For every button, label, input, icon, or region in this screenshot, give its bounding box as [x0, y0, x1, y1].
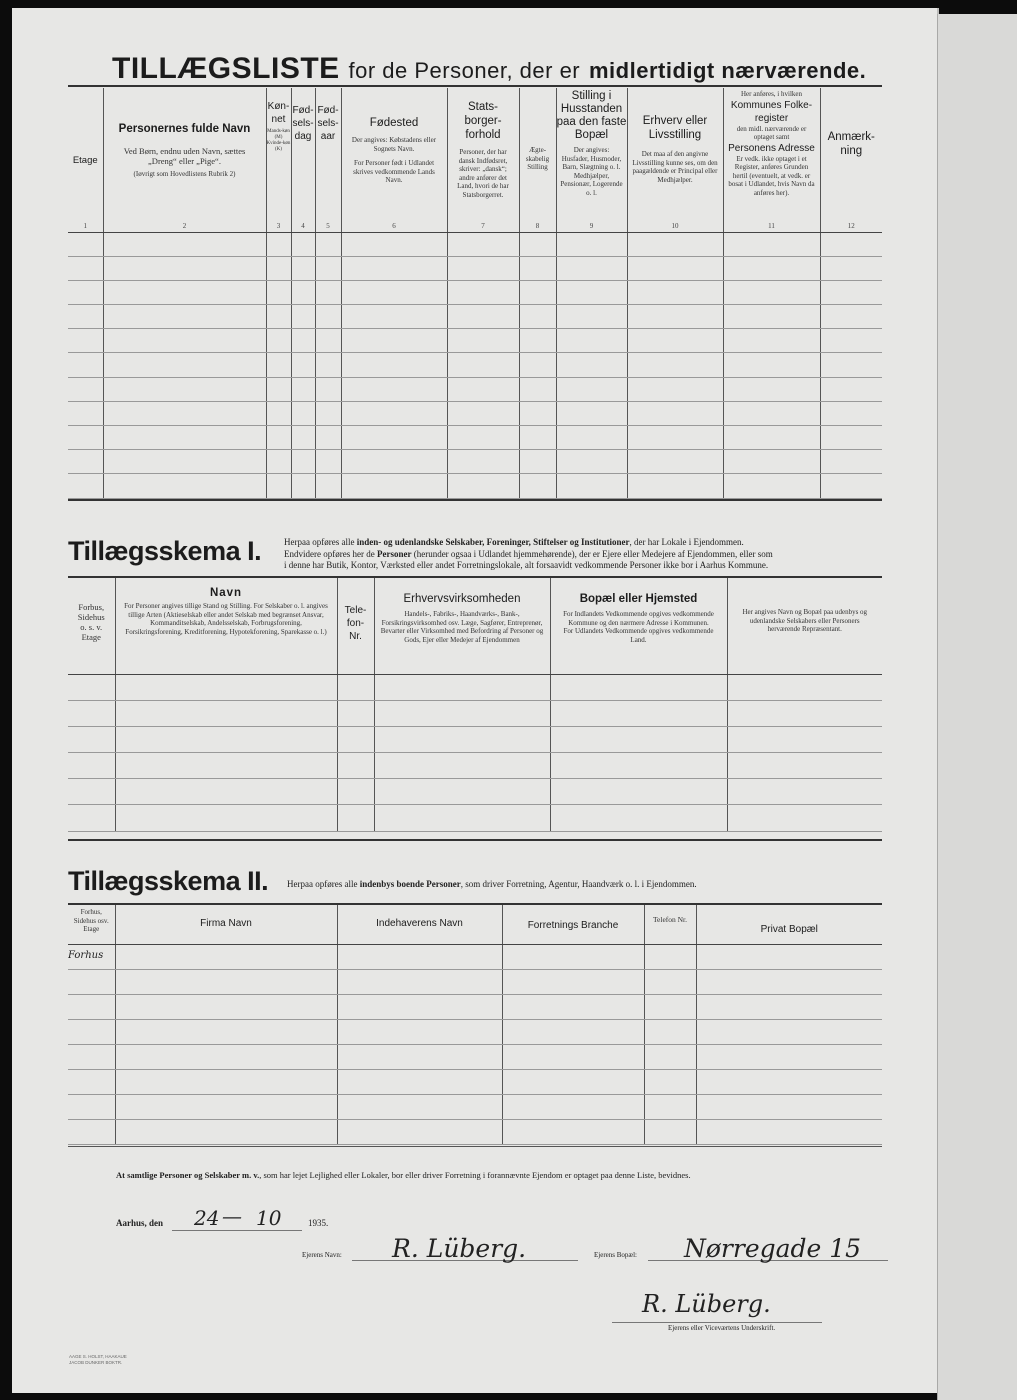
skema2-cell [696, 1044, 882, 1069]
main-list-row [68, 280, 882, 304]
skema2-cell [696, 994, 882, 1019]
col-anmaerkning: Anmærk-ning 12 [820, 88, 882, 232]
main-list-cell [266, 305, 291, 329]
main-list-cell [723, 256, 820, 280]
main-list-cell [103, 329, 266, 353]
col-statsborger: Stats-borger-forhold Personer, der har dansk Indfødsret, skriver: „dansk“; andre anfører det Land, hvori de har Statsborgerret. 7 [447, 88, 519, 232]
main-list-cell [341, 256, 447, 280]
skema2-cell [644, 1044, 696, 1069]
s2-col-etage: Forhus, Sidehus osv. Etage [68, 905, 115, 944]
skema2-cell [337, 969, 502, 994]
main-list-cell [627, 305, 723, 329]
main-list-cell [627, 401, 723, 425]
skema2-row [68, 969, 882, 994]
main-list-cell [103, 377, 266, 401]
skema2-cell [115, 1019, 337, 1044]
skema2-cell [337, 1094, 502, 1119]
main-list-cell [315, 256, 341, 280]
main-list-cell [68, 256, 103, 280]
main-list-cell [266, 450, 291, 474]
skema2-cell [115, 994, 337, 1019]
main-list-cell [315, 353, 341, 377]
main-list-cell [723, 474, 820, 498]
owner-name-value: R. Lüberg. [392, 1234, 527, 1263]
main-list-cell [291, 305, 315, 329]
skema1-cell [337, 805, 374, 831]
skema1-cell [68, 805, 115, 831]
main-title-mid: for de Personer, der er [348, 58, 581, 83]
main-list-cell [556, 232, 627, 256]
main-list-cell [291, 353, 315, 377]
skema2-cell [115, 1094, 337, 1119]
main-list-cell [519, 474, 556, 498]
main-list-cell [341, 329, 447, 353]
s2-col-firma: Firma Navn [115, 905, 337, 944]
skema2-cell [502, 1044, 644, 1069]
main-list-cell [341, 280, 447, 304]
main-list-row [68, 401, 882, 425]
skema1-cell [727, 753, 882, 779]
skema2-cell [68, 969, 115, 994]
main-list-row [68, 426, 882, 450]
skema2-cell [337, 944, 502, 969]
skema2-cell [696, 969, 882, 994]
main-list-cell [103, 474, 266, 498]
main-list-cell [519, 377, 556, 401]
main-list-cell [519, 232, 556, 256]
skema2-cell [115, 1069, 337, 1094]
main-list-cell [341, 377, 447, 401]
facing-page-edge [937, 14, 1017, 1400]
skema2-cell [644, 1069, 696, 1094]
main-list-cell [820, 401, 882, 425]
main-list-cell [103, 450, 266, 474]
skema2-cell [502, 1069, 644, 1094]
main-list-row [68, 377, 882, 401]
skema1-cell [115, 700, 337, 726]
skema1-cell [374, 674, 550, 700]
main-list-cell [68, 353, 103, 377]
main-list-cell [291, 256, 315, 280]
main-list-cell [315, 426, 341, 450]
skema1-cell [374, 726, 550, 752]
skema2-cell [696, 944, 882, 969]
main-title-end: midlertidigt nærværende. [588, 58, 867, 83]
skema2-description: Herpaa opføres alle indenbys boende Personer, som driver Forretning, Agentur, Haandværk o. l. i Ejendommen. [287, 879, 697, 889]
main-list-cell [341, 426, 447, 450]
main-list-cell [820, 377, 882, 401]
skema2-title: Tillægsskema II. [68, 866, 269, 896]
skema1-cell [727, 805, 882, 831]
main-list-cell [723, 401, 820, 425]
main-list-cell [291, 450, 315, 474]
main-list-cell [723, 232, 820, 256]
main-list-cell [556, 256, 627, 280]
main-list-cell [447, 232, 519, 256]
owner-address-value: Nørregade 15 [684, 1234, 862, 1263]
main-list-cell [627, 232, 723, 256]
main-list-cell [103, 353, 266, 377]
main-list-cell [627, 329, 723, 353]
skema1-row [68, 779, 882, 805]
skema2-cell [115, 969, 337, 994]
skema2-cell [68, 1119, 115, 1144]
main-list-cell [291, 401, 315, 425]
main-list-cell [627, 426, 723, 450]
skema1-title: Tillægsskema I. [68, 536, 262, 566]
main-list-cell [519, 329, 556, 353]
s1-col-repraesentant: Her angives Navn og Bopæl paa udenbys og udenlandske Selskabers eller Personers herværende Repræsentant. [727, 578, 882, 674]
skema1-cell [337, 700, 374, 726]
main-list-cell [68, 280, 103, 304]
main-list-cell [820, 450, 882, 474]
main-list-cell [820, 353, 882, 377]
main-list-cell [447, 450, 519, 474]
main-list-cell [627, 377, 723, 401]
main-list-cell [556, 450, 627, 474]
s1-col-bopael: Bopæl eller Hjemsted For Indlandets Vedkommende opgives vedkommende Kommune og den nærmere Adresse i Kommunen. For Udlandets Vedkommende opgives vedkommende Land. [550, 578, 727, 674]
skema1-row [68, 700, 882, 726]
main-list-cell [68, 329, 103, 353]
skema2-cell [502, 994, 644, 1019]
main-list-cell [723, 280, 820, 304]
main-list-cell [820, 232, 882, 256]
main-list-cell [556, 329, 627, 353]
main-list-cell [291, 474, 315, 498]
main-list-cell [519, 280, 556, 304]
skema1-description: Herpaa opføres alle inden- og udenlandske Selskaber, Foreninger, Stiftelser og Institutioner, der har Lokale i Ejendommen. Endvidere opføres her de Personer (herunder ogsaa i Udlandet hjemmehørende), der er Ejere eller Medejere af Ejendommen, eller som i denne har Butik, Kontor, Værksted eller andet Forretningslokale, alt forsaavidt vedkommende Personer ikke bor i Aarhus Kommune. [284, 537, 773, 570]
main-list-cell [556, 426, 627, 450]
skema2-cell [502, 944, 644, 969]
main-list-cell [68, 401, 103, 425]
skema1-row [68, 726, 882, 752]
skema1-cell [68, 674, 115, 700]
main-list-cell [519, 353, 556, 377]
form-sheet [12, 8, 939, 1393]
main-list-cell [519, 401, 556, 425]
skema1-cell [727, 726, 882, 752]
main-list-cell [341, 450, 447, 474]
main-list-cell [447, 280, 519, 304]
skema2-row1-etage: Forhus [68, 949, 104, 961]
skema2-row [68, 1069, 882, 1094]
main-list-cell [556, 305, 627, 329]
owner-name-label: Ejerens Navn: [302, 1251, 342, 1259]
col-foedselsaar: Fød-sels-aar 5 [315, 88, 341, 232]
skema2-cell [68, 1069, 115, 1094]
main-list-cell [627, 280, 723, 304]
s2-col-telefon: Telefon Nr. [644, 905, 696, 944]
skema2-cell [337, 1019, 502, 1044]
skema1-cell [337, 674, 374, 700]
skema2-cell [696, 1069, 882, 1094]
main-list-cell [627, 474, 723, 498]
skema2-cell [502, 1119, 644, 1144]
skema1-cell [115, 753, 337, 779]
main-list-cell [68, 426, 103, 450]
main-list-cell [315, 232, 341, 256]
main-list-cell [519, 305, 556, 329]
date-month: 10 [256, 1206, 282, 1230]
main-list-cell [291, 280, 315, 304]
date-dash: — [222, 1204, 242, 1228]
main-list-cell [723, 305, 820, 329]
s2-col-branche: Forretnings Branche [502, 905, 644, 944]
main-list-cell [103, 256, 266, 280]
skema2-cell [115, 944, 337, 969]
skema2-cell [644, 1119, 696, 1144]
skema2-cell [644, 969, 696, 994]
main-list-cell [627, 256, 723, 280]
main-list-cell [447, 305, 519, 329]
date-year: 1935. [308, 1218, 329, 1228]
main-list-cell [820, 474, 882, 498]
main-list-cell [556, 280, 627, 304]
main-list-cell [341, 353, 447, 377]
skema1-cell [550, 726, 727, 752]
main-list-cell [68, 377, 103, 401]
main-list-row [68, 450, 882, 474]
main-list-cell [103, 305, 266, 329]
main-list-cell [556, 474, 627, 498]
main-list-cell [266, 474, 291, 498]
signature: R. Lüberg. [642, 1290, 771, 1318]
main-list-cell [266, 377, 291, 401]
skema1-cell [68, 700, 115, 726]
col-stilling-husstand: Stilling i Husstanden paa den faste Bopæl Der angives: Husfader, Husmoder, Barn, Slægtning o. l. Medhjælper, Pensionær, Logerende o. l. 9 [556, 88, 627, 232]
main-list-cell [556, 353, 627, 377]
main-list-cell [723, 377, 820, 401]
main-list-cell [266, 401, 291, 425]
skema2-row [68, 1044, 882, 1069]
skema2-cell [115, 1119, 337, 1144]
skema2-row [68, 994, 882, 1019]
s2-col-indehaver: Indehaverens Navn [337, 905, 502, 944]
skema2-cell [337, 1044, 502, 1069]
main-list-cell [820, 329, 882, 353]
main-list-cell [447, 377, 519, 401]
main-list-cell [266, 426, 291, 450]
skema1-cell [115, 674, 337, 700]
main-list-cell [315, 377, 341, 401]
main-list-cell [556, 401, 627, 425]
main-list-cell [266, 353, 291, 377]
s1-col-navn: Navn For Personer angives tillige Stand og Stilling. For Selskaber o. l. angives tillige Arten (Aktieselskab eller andet Selskab med begrænset Ansvar, Kommanditselskab, Andelsselskab, Forbrugsforening, Forsikringsforening, Kreditforening, Hypotekforening, Sparekasse o. l.) [115, 578, 337, 674]
main-list-cell [447, 353, 519, 377]
main-list-cell [291, 232, 315, 256]
skema1-cell [68, 753, 115, 779]
skema2-cell [337, 994, 502, 1019]
col-aegteskabelig: Ægte-skabelig Stilling 8 [519, 88, 556, 232]
main-list-cell [291, 329, 315, 353]
main-list-cell [723, 450, 820, 474]
main-list-cell [266, 256, 291, 280]
skema2-cell [696, 1019, 882, 1044]
main-list-cell [315, 305, 341, 329]
skema1-row [68, 805, 882, 831]
main-list-cell [103, 426, 266, 450]
skema2-cell [502, 1019, 644, 1044]
main-list-cell [627, 353, 723, 377]
main-list-cell [447, 426, 519, 450]
skema1-cell [727, 700, 882, 726]
s2-col-privat-bopael: Privat Bopæl [696, 905, 882, 944]
main-list-cell [447, 329, 519, 353]
skema1-cell [68, 726, 115, 752]
main-list-row [68, 353, 882, 377]
main-table [68, 88, 882, 499]
main-list-cell [447, 401, 519, 425]
skema2-cell [696, 1094, 882, 1119]
main-list-cell [266, 329, 291, 353]
main-list-cell [315, 450, 341, 474]
skema2-cell [644, 1094, 696, 1119]
col-foedselsdag: Fød-sels-dag 4 [291, 88, 315, 232]
skema1-row [68, 674, 882, 700]
skema2-row [68, 1119, 882, 1144]
main-list-cell [266, 232, 291, 256]
main-list-cell [103, 232, 266, 256]
date-day: 24 [194, 1206, 220, 1230]
skema2-cell [696, 1119, 882, 1144]
col-foedested: Fødested Der angives: Købstadens eller Sognets Navn. For Personer født i Udlandet skrives vedkommende Lands Navn. 6 [341, 88, 447, 232]
main-list-cell [103, 401, 266, 425]
skema1-cell [374, 805, 550, 831]
main-list-cell [341, 232, 447, 256]
main-list-cell [315, 401, 341, 425]
main-list-cell [627, 450, 723, 474]
skema1-cell [727, 779, 882, 805]
main-list-cell [556, 377, 627, 401]
main-list-cell [519, 426, 556, 450]
skema1-cell [115, 805, 337, 831]
skema1-cell [68, 779, 115, 805]
main-list-row [68, 256, 882, 280]
main-list-cell [315, 280, 341, 304]
skema2-cell [502, 1094, 644, 1119]
main-list-cell [341, 305, 447, 329]
main-list-cell [68, 305, 103, 329]
main-list-cell [291, 426, 315, 450]
skema1-cell [115, 779, 337, 805]
main-list-cell [820, 426, 882, 450]
main-list-cell [820, 280, 882, 304]
s1-col-telefon: Tele-fon-Nr. [337, 578, 374, 674]
skema1-cell [337, 779, 374, 805]
skema2-cell [115, 1044, 337, 1069]
col-fulde-navn: Personernes fulde Navn Ved Børn, endnu uden Navn, sættes „Dreng“ eller „Pige“. (Iøvrigt som Hovedlistens Rubrik 2) 2 [103, 88, 266, 232]
main-list-cell [68, 232, 103, 256]
main-list-row [68, 329, 882, 353]
main-list-cell [291, 377, 315, 401]
col-etage: Etage 1 [68, 88, 103, 232]
skema2-cell [644, 994, 696, 1019]
main-list-row [68, 474, 882, 498]
skema1-cell [550, 779, 727, 805]
skema1-cell [727, 674, 882, 700]
main-list-cell [315, 329, 341, 353]
main-list-cell [820, 305, 882, 329]
main-list-cell [820, 256, 882, 280]
skema1-cell [337, 726, 374, 752]
skema2-row [68, 944, 882, 969]
skema2-cell [644, 944, 696, 969]
main-list-cell [519, 450, 556, 474]
main-list-cell [266, 280, 291, 304]
main-list-cell [103, 280, 266, 304]
skema1-cell [374, 700, 550, 726]
skema2-cell [337, 1069, 502, 1094]
skema2-cell [337, 1119, 502, 1144]
main-list-cell [723, 353, 820, 377]
skema2-table [68, 905, 882, 1145]
skema1-cell [550, 805, 727, 831]
main-list-row [68, 232, 882, 256]
main-list-cell [519, 256, 556, 280]
main-list-cell [723, 426, 820, 450]
col-erhverv: Erhverv eller Livsstilling Det maa af den angivne Livsstilling kunne ses, om den paagældende er Principal eller Medhjælper. 10 [627, 88, 723, 232]
skema1-cell [337, 753, 374, 779]
skema1-cell [550, 700, 727, 726]
skema2-cell [644, 1019, 696, 1044]
skema2-cell [68, 1044, 115, 1069]
skema1-cell [115, 726, 337, 752]
owner-address-label: Ejerens Bopæl: [594, 1251, 637, 1259]
signature-label: Ejerens eller Viceværtens Underskrift. [668, 1324, 776, 1332]
main-list-cell [723, 329, 820, 353]
city-label: Aarhus, den [116, 1218, 164, 1228]
skema1-cell [550, 753, 727, 779]
skema2-row [68, 1094, 882, 1119]
declaration: At samtlige Personer og Selskaber m. v., som har lejet Lejlighed eller Lokaler, bor eller driver Forretning i forannævnte Ejendom er optaget paa denne Liste, bevidnes. [116, 1170, 691, 1180]
skema2-cell [68, 944, 115, 969]
skema2-cell [68, 1019, 115, 1044]
skema2-cell [68, 1094, 115, 1119]
main-list-cell [68, 474, 103, 498]
col-adresse: Her anføres, i hvilken Kommunes Folke-register den midl. nærværende er optaget samt Personens Adresse Er vedk. ikke optaget i et Register, anføres Grunden hertil (eventuelt, at vedk. er bosat i Udlandet, hvis Navn da anføres her). 11 [723, 88, 820, 232]
main-list-row [68, 305, 882, 329]
s1-col-erhverv: Erhvervsvirksomheden Handels-, Fabriks-, Haandværks-, Bank-, Forsikringsvirksomhed osv. Læge, Sagfører, Entreprenør, Bevarter eller Virksomhed med Befordring af Personer og Gods, Ejer eller Medejer af Ejendommen [374, 578, 550, 674]
main-list-cell [447, 474, 519, 498]
skema1-cell [374, 753, 550, 779]
skema2-row [68, 1019, 882, 1044]
main-title [112, 52, 866, 86]
printer-mark: AAGE S. HOLST, HAAKAUE JACOB DUNKER BOKTR. [69, 1354, 127, 1365]
skema1-row [68, 753, 882, 779]
skema2-cell [502, 969, 644, 994]
main-title-word: TILLÆGSLISTE [112, 52, 340, 85]
col-koennet: Køn-net Mands-køn (M) Kvinde-køn (K) 3 [266, 88, 291, 232]
main-list-cell [68, 450, 103, 474]
s1-col-etage: Forbus, Sidehus o. s. v. Etage [68, 578, 115, 674]
skema1-table [68, 578, 882, 832]
skema2-cell [68, 994, 115, 1019]
main-list-cell [315, 474, 341, 498]
skema1-cell [374, 779, 550, 805]
main-list-cell [341, 401, 447, 425]
main-list-cell [341, 474, 447, 498]
main-list-cell [447, 256, 519, 280]
skema1-cell [550, 674, 727, 700]
